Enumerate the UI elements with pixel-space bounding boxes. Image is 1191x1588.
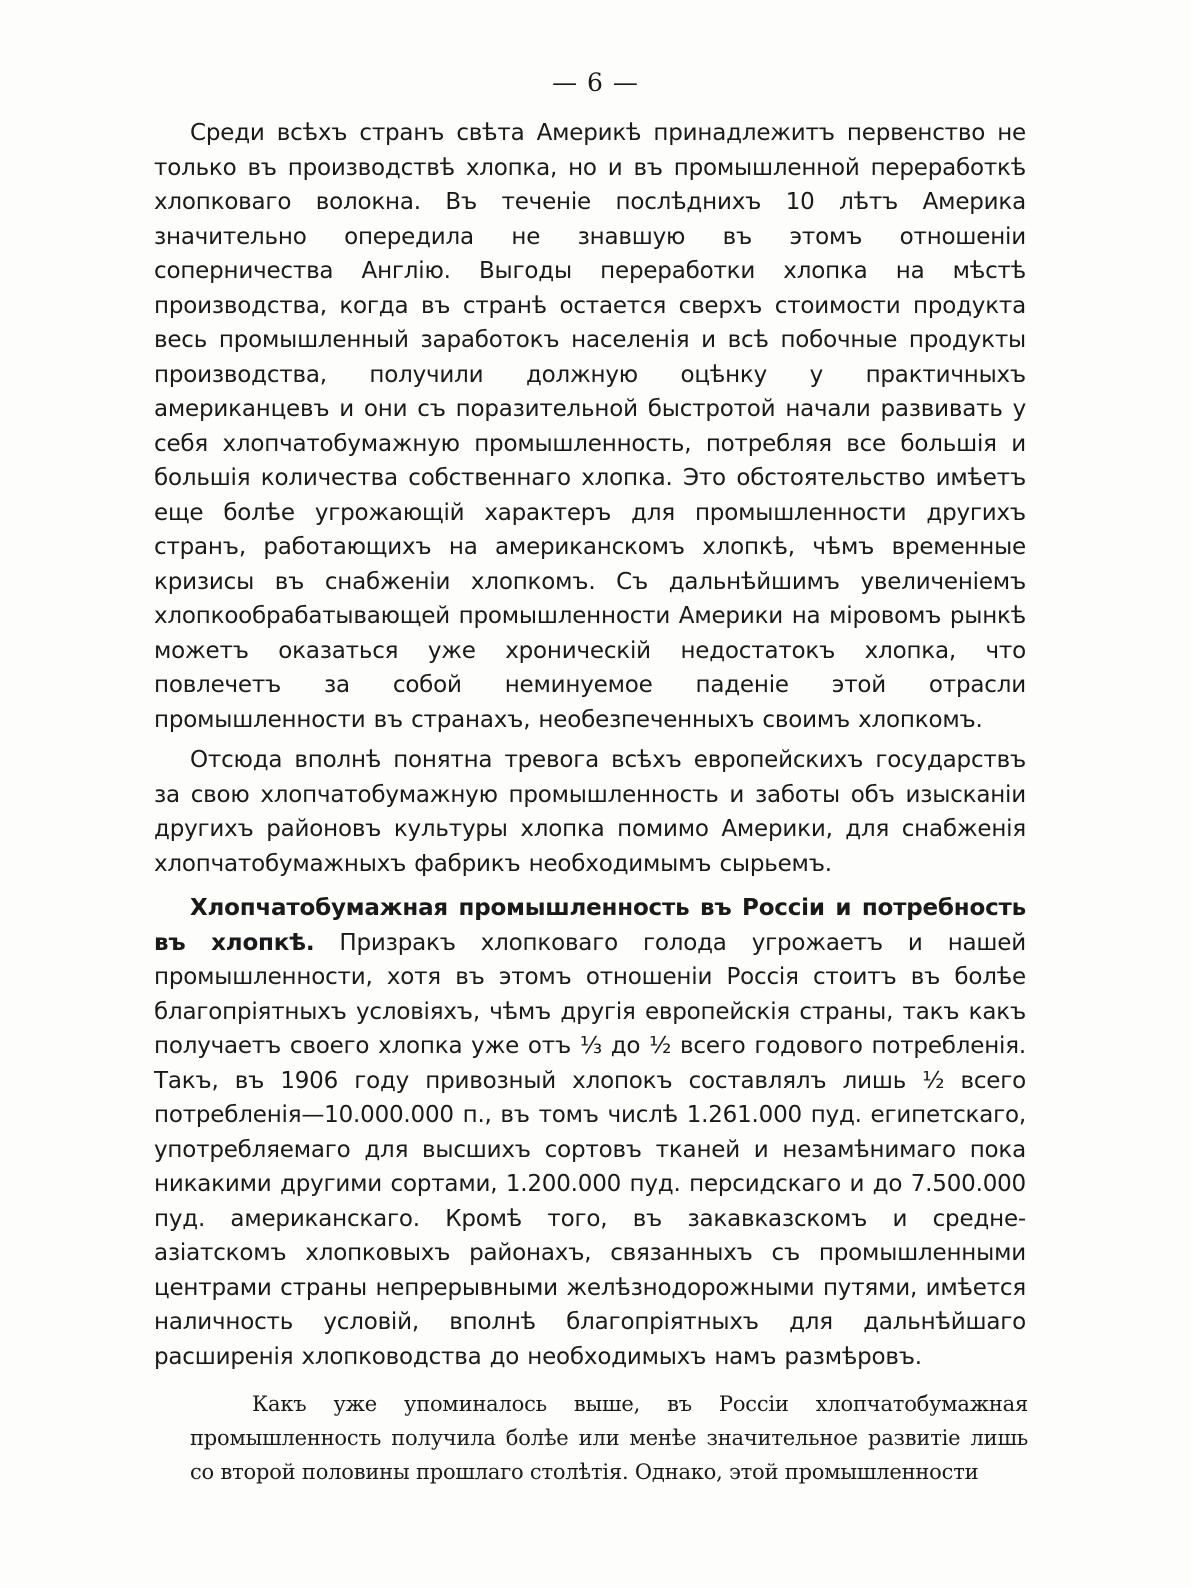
main-text-block xyxy=(154,116,1026,1374)
paragraph-small-print: Какъ уже упоминалось выше, въ Россіи хлопчатобумажная промышленность получила болѣе или менѣе значительное развитіе лишь со второй половины прошлаго столѣтія. Однако, этой промышленности xyxy=(190,1392,1028,1484)
section-russia-cotton xyxy=(154,891,1026,1374)
paragraph-america: Среди всѣхъ странъ свѣта Америкѣ принадлежитъ первенство не только въ производствѣ хлопка, но и въ промышленной переработкѣ хлопковаго волокна. Въ теченіе послѣднихъ 10 лѣтъ Америка значительно опередила не знавшую въ этомъ отношеніи соперничества Англію. Выгоды переработки хлопка на мѣстѣ производства, когда въ странѣ остается сверхъ стоимости продукта весь промышленный заработокъ населенія и всѣ побочные продукты производства, получили должную оцѣнку у практичныхъ американцевъ и они съ поразительной быстротой начали развивать у себя хлопчатобумажную промышленность, потребляя все большія и большія количества собственнаго хлопка. Это обстоятельство имѣетъ еще болѣе угрожающій характеръ для промышленности другихъ странъ, работающихъ на американскомъ хлопкѣ, чѣмъ временные кризисы въ снабженіи хлопкомъ. Съ дальнѣйшимъ увеличеніемъ хлопкообрабатывающей промышленности Америки на міровомъ рынкѣ можетъ оказаться уже хроническій недостатокъ хлопка, что повлечетъ за собой неминуемое паденіе этой отрасли промышленности въ странахъ, необезпеченныхъ своимъ хлопкомъ. xyxy=(154,120,1026,733)
section-text: Призракъ хлопковаго голода угрожаетъ и нашей промышленности, хотя въ этомъ отношеніи Россія стоитъ въ болѣе благопріятныхъ условіяхъ, чѣмъ другія европейскія страны, такъ какъ получаетъ своего хлопка уже отъ ⅓ до ½ всего годового потребленія. Такъ, въ 1906 году привозный хлопокъ составлялъ лишь ½ всего потребленія—10.000.000 п., въ томъ числѣ 1.261.000 пуд. египетскаго, употребляемаго для высшихъ сортовъ тканей и незамѣнимаго пока никакими другими сортами, 1.200.000 пуд. персидскаго и до 7.500.000 пуд. американскаго. Кромѣ того, въ закавказскомъ и средне-азіатскомъ хлопковыхъ районахъ, связанныхъ съ промышленными центрами страны непрерывными желѣзнодорожными путями, имѣется наличность условій, вполнѣ благопріятныхъ для дальнѣйшаго расширенія хлопководства до необходимыхъ намъ размѣровъ. xyxy=(154,929,1026,1370)
small-print-block xyxy=(190,1387,1028,1489)
page-number: — 6 — xyxy=(552,68,639,97)
paragraph-europe-concern: Отсюда вполнѣ понятна тревога всѣхъ европейскихъ государствъ за свою хлопчатобумажную промышленность и заботы объ изысканіи другихъ районовъ культуры хлопка помимо Америки, для снабженія хлопчатобумажныхъ фабрикъ необходимымъ сырьемъ. xyxy=(154,747,1026,877)
section-heading: Хлопчатобумажная промышленность въ Россіи и потребность въ хлопкѣ. xyxy=(154,895,1026,956)
